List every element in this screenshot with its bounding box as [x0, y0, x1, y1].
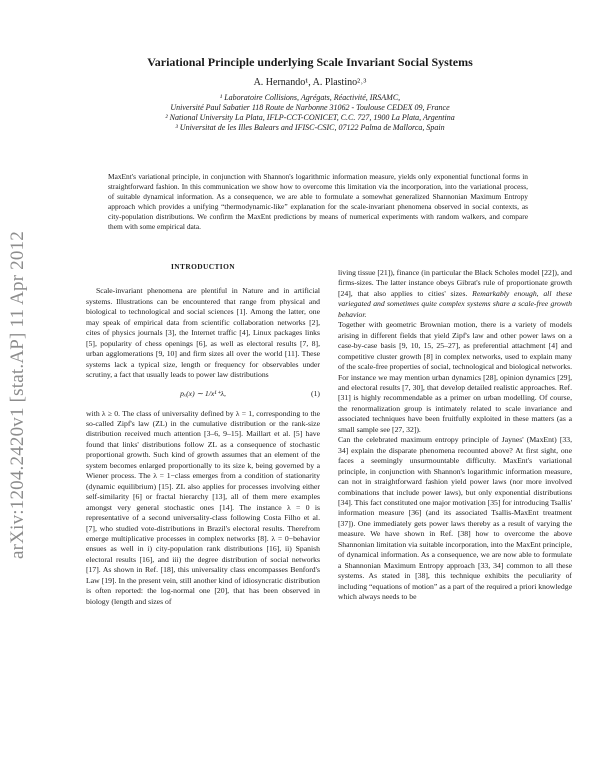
equation-body: pₓ(x) ∼ 1/x¹⁺λ, [180, 388, 226, 398]
paragraph-text: living tissue [21]), finance (in particular the Black Scholes model [22]), and firms-sizes. The latter instance obeys Gibrat's rule of proportionate growth [24], that also applies to cities' sizes. [338, 268, 572, 298]
affiliation-3: ³ Universitat de les Illes Balears and IFISC-CSIC, 07122 Palma de Mallorca, Spain [175, 123, 445, 132]
intro-paragraph-1: Scale-invariant phenomena are plentiful in Nature and in artificial systems. Illustrations can be encountered that range from physical and biological to technological and social sciences [1]. Among the latter, one may speak of empirical data from scientific collaboration networks [2], cites of physics journals [3], the Internet traffic [4], Linux packages links [5], popularity of chess openings [6], as well as electoral results [7, 8], urban agglomerations [9, 10] and firm sizes all over the world [11]. These systems lack a typical size, length or frequency for observables under scrutiny, a fact that usually leads to power law distributions [86, 286, 320, 380]
affiliation-1-address: Université Paul Sabatier 118 Route de Narbonne 31062 - Toulouse CEDEX 09, France [170, 103, 450, 112]
emphasized-text: Remarkably enough, all these variegated and sometimes quite complex systems share a scale-free growth behavior. [338, 288, 573, 319]
arxiv-identifier-text: arXiv:1204.2420v1 [stat.AP] 11 Apr 2012 [7, 231, 28, 559]
intro-paragraph-4: Together with geometric Brownian motion, there is a variety of models arising in different fields that yield Zipf's law and other power laws on a case-by-case basis [9, 10, 15, 25–27], as preferential attachment [4] and competitive cluster growth [8] in complex networks, used to explain many of the scale-free properties of social, technological and biological networks. For instance we may mention urban dynamics [28], opinion dynamics [29], and electoral results [7, 30], that develop detailed realistic approaches. Ref. [31] is highly recommendable as a primer on urban modelling. Of course, the renormalization group is intimately related to scale invariance and associated techniques have been fruitfully exploited in these matters (as a small sample see [27, 32]). [338, 320, 572, 434]
equation-number: (1) [311, 388, 320, 398]
section-heading: INTRODUCTION [171, 262, 235, 271]
equation-1 [86, 387, 320, 405]
intro-paragraph-3 [338, 268, 572, 320]
author-list: A. Hernando¹, A. Plastino²˒³ [253, 77, 367, 88]
paper-title: Variational Principle underlying Scale Invariant Social Systems [147, 55, 473, 69]
intro-paragraph-5: Can the celebrated maximum entropy principle of Jaynes' (MaxEnt) [33, 34] explain the disparate phenomena recounted above? At first sight, one faces a seemingly unsurmountable difficulty. MaxEnt's variational principle, in conjunction with Shannon's logarithmic information measure, can not in straightforward fashion yield power laws (nor more involved combinations that include power laws), but only exponential distributions [34]. This fact constituted one major motivation [35] for introducing Tsallis' information measure [36] (and its associated Tsallis-MaxEnt treatment [37]). One immediately gets power laws thereby as a result of varying the measure. We have shown in Ref. [38] how to overcome the above Shannonian limitation via suitable incorporation, into the MaxEnt principle, of dynamical information. As a consequence, we are now able to formulate a Shannonian Maximum Entropy approach [33, 34] common to all these systems. As stated in [38], this technique exhibits the peculiarity of including “equations of motion” as a part of the required a priori knowledge which always needs to be [338, 435, 572, 602]
left-column [86, 262, 320, 607]
affiliation-2: ² National University La Plata, IFLP-CCT-CONICET, C.C. 727, 1900 La Plata, Argentina [165, 113, 455, 122]
intro-paragraph-2: with λ ≥ 0. The class of universality defined by λ = 1, corresponding to the so-called Zipf's law (ZL) in the cumulative distribution or the rank-size distribution received much attention [3–6, 9–15]. Maillart et al. [5] have found that links' distributions follow ZL as a consequence of stochastic proportional growth. Such kind of growth assumes that an element of the system becomes enlarged proportionally to its size k, being governed by a Wiener process. The λ = 1−class emerges from a condition of stationarity (dynamic equilibrium) [15]. ZL also applies for processes involving either self-similarity [6] or fractal hierarchy [13], all of them mere examples amongst very general stochastic ones [14]. The instance λ = 0 is representative of a second universality-class following Costa Filho et al. [7], who studied vote-distributions in Brazil's electoral results. Therefrom emerge multiplicative processes in complex networks [8]. λ = 0−behavior ensues as well in i) city-population rank distributions [16], ii) Spanish electoral results [16], and iii) the degree distribution of social networks [17]. As shown in Ref. [18], this universality class encompasses Benford's Law [19]. In the present vein, still another kind of idiosyncratic distribution is often reported: the log-normal one [20], that has been observed in biology (length and sizes of [86, 408, 320, 606]
right-column [338, 268, 572, 603]
affiliation-1: ¹ Laboratoire Collisions, Agrégats, Réactivité, IRSAMC, [219, 93, 401, 102]
abstract: MaxEnt's variational principle, in conjunction with Shannon's logarithmic information measure, yields only exponential functional forms in straightforward fashion. In this communication we show how to overcome this limitation via the incorporation, into the variational process, of suitable dynamical information. As a consequence, we are able to formulate a somewhat generalized Shannonian Maximum Entropy approach which provides a unifying “thermodynamic-like” explanation for the scale-invariant phenomena observed in social contexts, as city-population distributions. We confirm the MaxEnt predictions by means of numerical experiments with random walkers, and compare them with some empirical data. [108, 172, 528, 231]
